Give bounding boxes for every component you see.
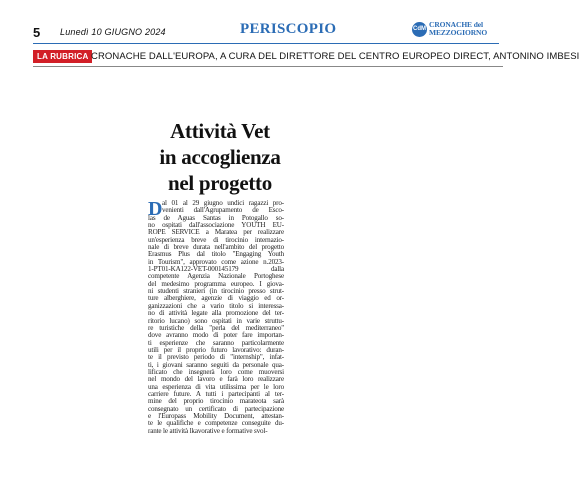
article-line: utili per il proprio futuro lavorativo: duran-	[148, 345, 284, 354]
article-line: Erasmus Plus dal titolo "Engaging Youth	[148, 250, 284, 259]
headline-line: in accoglienza	[159, 145, 281, 169]
article-line: no di attività legate alla promozione del ter-	[148, 309, 284, 318]
logo-line-2: MEZZOGIORNO	[429, 28, 488, 37]
header-divider	[33, 43, 499, 44]
logo-text	[429, 21, 499, 37]
article-line: ti esperienze che saranno particolarmente	[148, 338, 284, 347]
article-line: no ospitati dall'associazione YOUTH EU-	[148, 221, 284, 230]
article-line: venienti dall'Agrupamento de Esco-	[162, 206, 284, 215]
article-line: in Tourism", approvato come azione n.2023-	[148, 257, 284, 266]
article-line: rante le attività lkavorative e formative svol-	[148, 426, 268, 435]
headline-line: nel progetto	[168, 171, 272, 195]
article-line: un'esperienza breve di tirocinio internazio-	[148, 235, 284, 244]
article-line: ni studenti stranieri (in tirocinio presso strut-	[148, 287, 284, 296]
page-number: 5	[33, 25, 41, 40]
section-title: PERISCOPIO	[240, 21, 337, 37]
article-line: las de Aguas Santas in Potogallo so-	[148, 213, 284, 222]
article-line: ti, i giovani saranno seguiti da personale qua-	[148, 360, 284, 369]
article-line: ganizzazioni che a vario titolo si interessa-	[148, 301, 284, 310]
article-line: nale di breve durata nell'ambito del progetto	[148, 243, 284, 252]
headline-line: Attività Vet	[170, 119, 270, 143]
newspaper-logo	[412, 21, 496, 39]
drop-cap: D	[148, 198, 163, 220]
article-line: del medesimo programma europeo. I giova-	[148, 279, 284, 288]
article-line: consegnato un certificato di partecipazione	[148, 404, 284, 413]
article-line: mine del proprio tirocinio marateota sarà	[148, 397, 284, 406]
article-line: nel mondo del lavoro e farà loro realizzare	[148, 375, 284, 384]
issue-date: Lunedì 10 GIUGNO 2024	[60, 27, 166, 37]
article-line: ROPE SERVICE a Maratea per realizzare	[148, 228, 284, 237]
article-line: e l'Europass Mobility Document, attestan-	[148, 411, 284, 420]
article-line: lificato che insegnerà loro come muoversi	[148, 367, 284, 376]
article-line: ture alberghiere, agenzie di viaggio ed or-	[148, 294, 284, 303]
rubrica-divider	[33, 66, 503, 67]
article-headline	[140, 118, 300, 196]
rubrica-bar	[33, 50, 579, 63]
article-line: carriere future. A tutti i partecipanti al ter-	[148, 389, 284, 398]
article-body	[148, 200, 284, 435]
rubrica-label: LA RUBRICA	[33, 50, 92, 63]
article-line: 1-PT01-KA122-VET-000145179 dalla	[148, 265, 284, 274]
article-line: competente Agenzia Nazionale Portoghese	[148, 272, 284, 281]
article-line: una esperienza di vita utilissima per le loro	[148, 382, 284, 391]
article-line: ritorio lucano) sono ospitati in varie struttu-	[148, 316, 284, 325]
article-line: te il previsto periodo di "internship", infat-	[148, 353, 284, 362]
article-line: re turistiche della "perla del mediterraneo"	[148, 323, 284, 332]
article-line: al 01 al 29 giugno undici ragazzi pro-	[162, 199, 284, 207]
logo-mark-icon: CdM	[412, 22, 427, 37]
article-line: dove avranno modo di poter fare importan-	[148, 331, 284, 340]
article-line: te le qualifiche e competenze conseguite du-	[148, 419, 284, 428]
rubrica-text: CRONACHE DALL'EUROPA, A CURA DEL DIRETTORE DEL CENTRO EUROPEO DIRECT, ANTONINO IMBESI	[91, 51, 579, 62]
logo-line-1: CRONACHE del	[429, 20, 484, 29]
